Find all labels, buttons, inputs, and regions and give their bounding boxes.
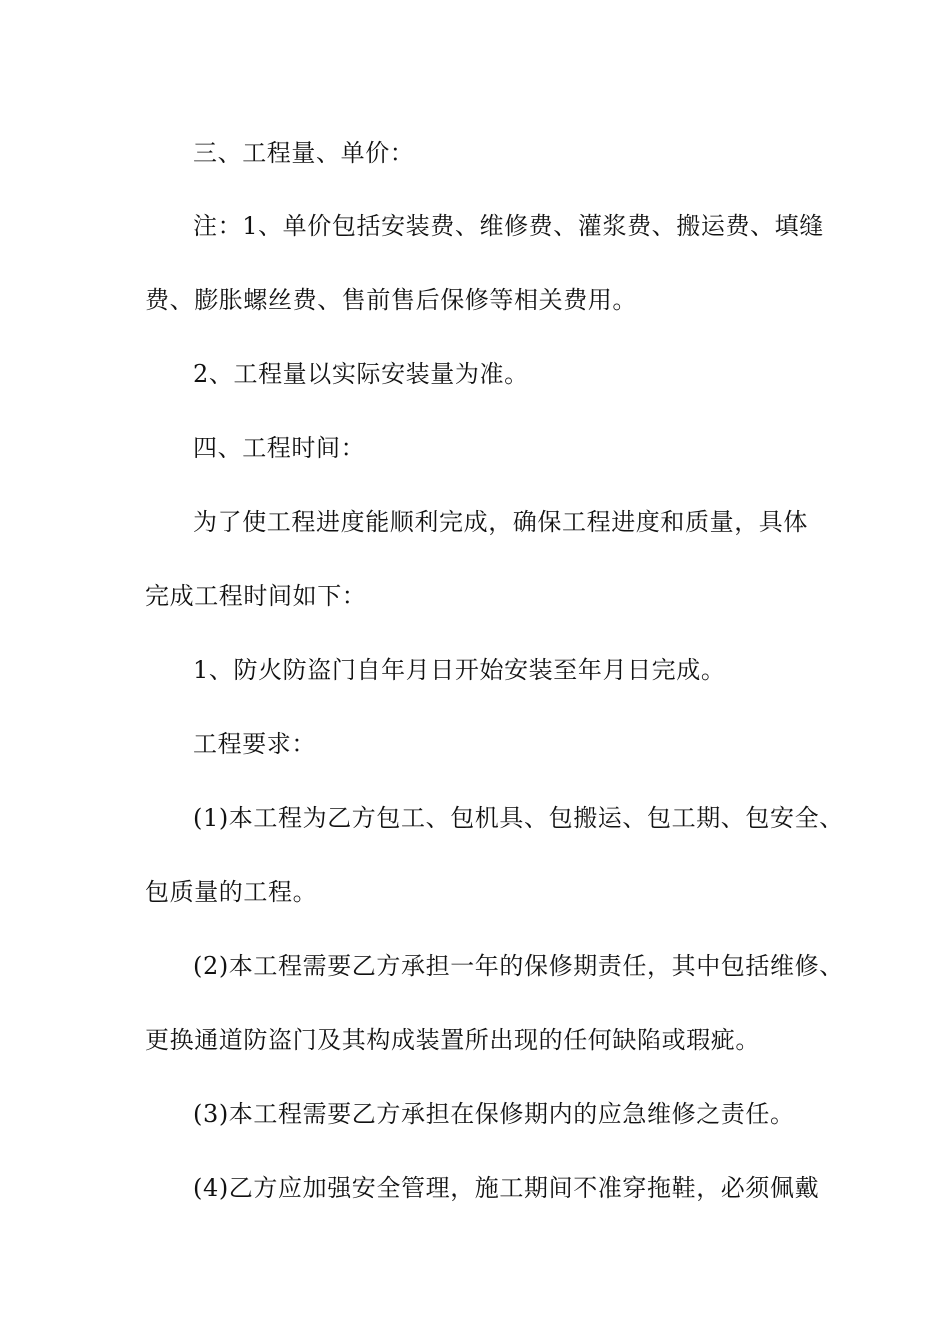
paragraph-line: 1、防火防盗门自年月日开始安装至年月日完成。 <box>193 656 726 684</box>
paragraph-line: 包质量的工程。 <box>145 878 318 906</box>
paragraph-line: (2)本工程需要乙方承担一年的保修期责任，其中包括维修、 <box>193 952 844 980</box>
paragraph-line: 注：1、单价包括安装费、维修费、灌浆费、搬运费、填缝 <box>193 212 824 240</box>
paragraph-line: (4)乙方应加强安全管理，施工期间不准穿拖鞋，必须佩戴 <box>193 1174 820 1202</box>
paragraph-line: (1)本工程为乙方包工、包机具、包搬运、包工期、包安全、 <box>193 804 844 832</box>
section-heading-quantity-price: 三、工程量、单价： <box>193 139 415 167</box>
paragraph-line: (3)本工程需要乙方承担在保修期内的应急维修之责任。 <box>193 1100 795 1128</box>
paragraph-line: 为了使工程进度能顺利完成，确保工程进度和质量，具体 <box>193 508 808 536</box>
section-heading-schedule: 四、工程时间： <box>193 434 366 462</box>
paragraph-line: 2、工程量以实际安装量为准。 <box>193 360 529 388</box>
paragraph-line: 更换通道防盗门及其构成装置所出现的任何缺陷或瑕疵。 <box>145 1026 760 1054</box>
subheading-requirements: 工程要求： <box>193 730 316 758</box>
paragraph-line: 完成工程时间如下： <box>145 582 367 610</box>
paragraph-line: 费、膨胀螺丝费、售前售后保修等相关费用。 <box>145 286 637 314</box>
